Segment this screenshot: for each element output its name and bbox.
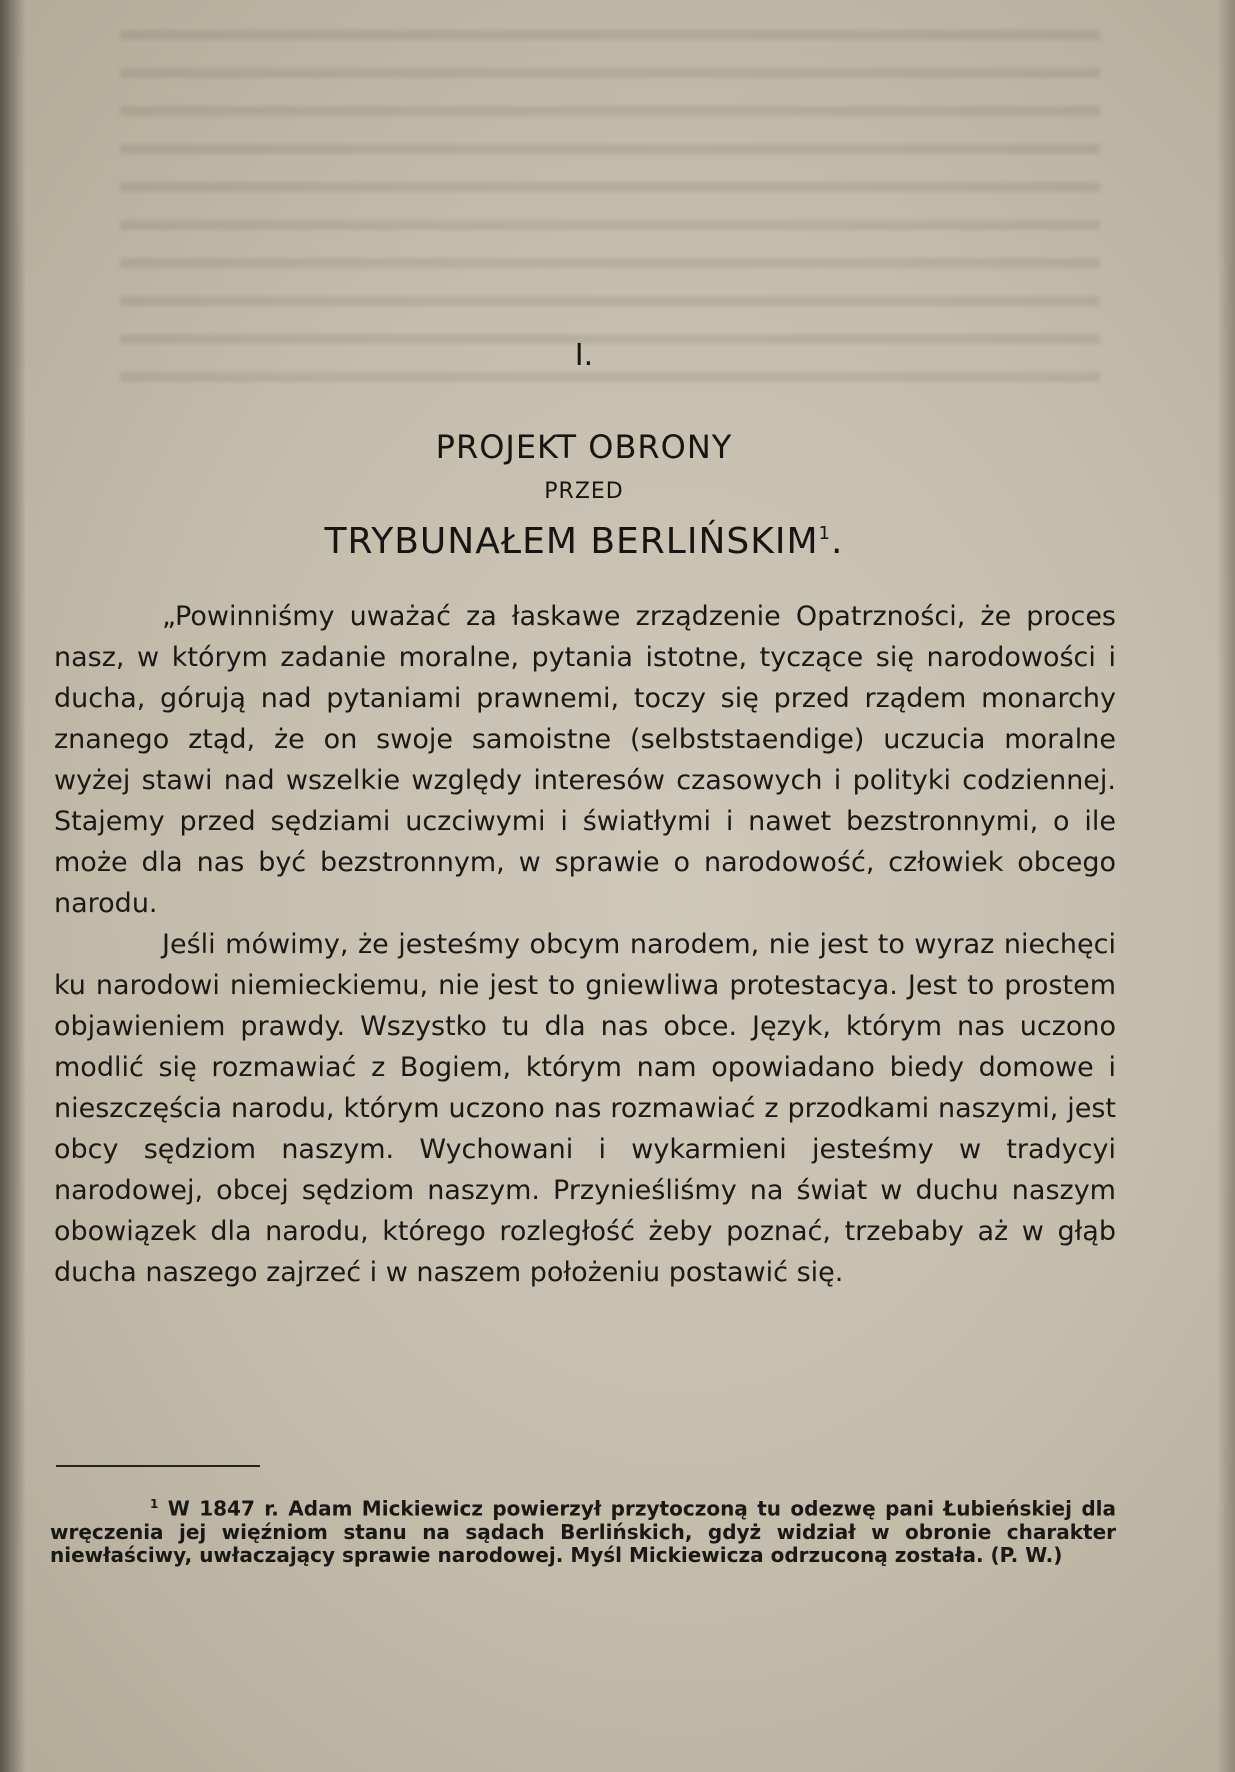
chapter-title-text: TRYBUNAŁEM BERLIŃSKIM: [324, 521, 819, 562]
chapter-title-line-3: [54, 521, 1114, 562]
chapter-title-line-2: PRZED: [544, 479, 624, 504]
page-edge-shadow: [1217, 0, 1235, 1772]
body-text: [54, 596, 1116, 1293]
title-footnote-ref: 1: [818, 523, 831, 544]
footnote-marker: 1: [150, 1497, 159, 1511]
paragraph-2: Jeśli mówimy, że jesteśmy obcym narodem, nie jest to wyraz niechęci ku narodowi niemieckiemu, nie jest to gniewliwa protestacya. Jest to prostem objawieniem prawdy. Wszystko tu dla nas obce. Język, którym nas uczono modlić się rozmawiać z Bogiem, którym nam opowiadano biedy domowe i nieszczęścia narodu, którym uczono nas rozmawiać z przodkami naszymi, jest obcy sędziom naszym. Wychowani i wykarmieni jesteśmy w tradycyi narodowej, obcej sędziom naszym. Przynieśliśmy na świat w duchu naszym obowiązek dla narodu, którego rozległość żeby poznać, trzebaby aż w głąb ducha naszego zajrzeć i w naszem położeniu postawić się.: [54, 929, 1116, 1288]
footnote-divider: [56, 1465, 260, 1467]
chapter-title-end: .: [830, 521, 844, 562]
chapter-title-line-1: PROJEKT OBRONY: [435, 428, 733, 466]
show-through-text: [120, 30, 1100, 390]
chapter-number: I.: [574, 338, 594, 373]
footnote: [50, 1493, 1116, 1567]
paragraph-1: „Powinniśmy uważać za łaskawe zrządzenie Opatrzności, że proces nasz, w którym zadanie moralne, pytania istotne, tyczące się narodowości i ducha, górują nad pytaniami prawnemi, toczy się przed rządem monarchy znanego ztąd, że on swoje samoistne (selbststaendige) uczucia moralne wyżej stawi nad wszelkie względy interesów czasowych i polityki codziennej. Stajemy przed sędziami uczciwymi i światłymi i nawet bezstronnymi, o ile może dla nas być bezstronnym, w sprawie o narodowość, człowiek obcego narodu.: [54, 601, 1116, 919]
footnote-text: W 1847 r. Adam Mickiewicz powierzył przytoczoną tu odezwę pani Łubieńskiej dla wręczenia jej więźniom stanu na sądach Berlińskich, gdyż widział w obronie charakter niewłaściwy, uwłaczający sprawie narodowej. Myśl Mickiewicza odrzuconą została. (P. W.): [50, 1496, 1116, 1567]
page-gutter-shadow: [0, 0, 26, 1772]
